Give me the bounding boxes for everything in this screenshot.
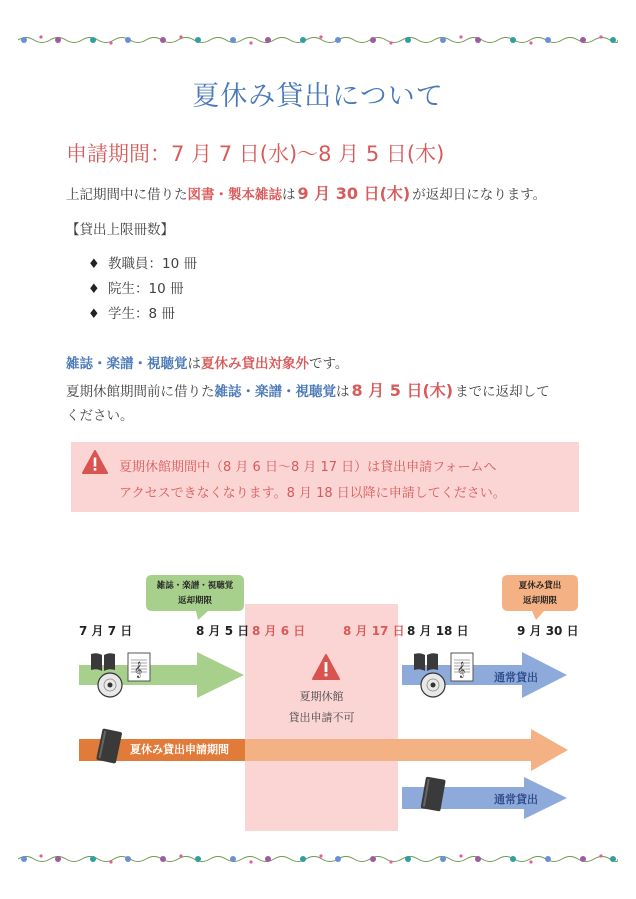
- callout-right-line1: 夏休み貸出: [518, 581, 562, 591]
- pre-closure-items: 雑誌・楽譜・視聴覚: [214, 384, 336, 400]
- closed-book-icon: [418, 774, 448, 816]
- bottom-decorative-vine: [18, 852, 618, 866]
- date-aug-17: 8 月 17 日: [343, 624, 405, 638]
- callout-left-line2: 返却期限: [177, 596, 212, 606]
- pre-closure-sentence: [66, 378, 550, 401]
- diamond-bullet-icon: ♦: [88, 282, 100, 297]
- date-aug-18: 8 月 18 日: [407, 624, 469, 638]
- date-sep-30: 9 月 30 日: [517, 624, 579, 638]
- closure-label-line2: 貸出申請不可: [288, 711, 355, 724]
- disc-icon: [420, 672, 446, 698]
- return-date-sentence: [66, 181, 546, 204]
- date-aug-6: 8 月 6 日: [252, 624, 306, 638]
- open-book-icon: [90, 652, 116, 672]
- return-sentence-particle: は: [282, 187, 296, 203]
- callout-left-line1: 雑誌・楽譜・視聴覚: [156, 581, 234, 591]
- pre-closure-continuation: ください。: [66, 408, 134, 424]
- limit-item-label: 学生：8 冊: [108, 306, 175, 322]
- limit-item-staff: [88, 252, 197, 272]
- svg-text:𝄞: 𝄞: [457, 662, 466, 678]
- excluded-label: 夏休み貸出対象外: [201, 356, 309, 372]
- date-jul-7: 7 月 7 日: [79, 624, 133, 638]
- sheet-music-icon: [450, 652, 474, 682]
- pre-closure-due-date: 8 月 5 日(木): [351, 381, 454, 400]
- blue-arrow-bottom-label: 通常貸出: [494, 793, 538, 806]
- pre-closure-particle: は: [336, 384, 350, 400]
- limit-item-label: 教職員：10 冊: [108, 256, 197, 272]
- svg-text:𝄞: 𝄞: [134, 662, 143, 678]
- exclusion-suffix: です。: [309, 356, 349, 372]
- limit-item-student: [88, 302, 175, 322]
- callout-left-text: [146, 579, 244, 609]
- alert-text-line1: 夏期休館期間中（8 月 6 日～8 月 17 日）は貸出申請フォームへ: [119, 460, 497, 475]
- sheet-music-icon: [127, 652, 151, 682]
- limit-item-label: 院生：10 冊: [108, 281, 184, 297]
- closure-label-line1: 夏期休館: [299, 690, 344, 703]
- return-sentence-prefix: 上記期間中に借りた: [66, 187, 188, 203]
- limits-heading: 【貸出上限冊数】: [66, 222, 174, 238]
- date-aug-5: 8 月 5 日: [196, 624, 250, 638]
- exclusion-particle: は: [187, 356, 201, 372]
- closure-alert-box: [71, 442, 579, 512]
- pre-closure-suffix: までに返却して: [455, 384, 550, 400]
- callout-right-line2: 返却期限: [522, 596, 557, 606]
- diamond-bullet-icon: ♦: [88, 307, 100, 322]
- callout-right-text: [502, 579, 578, 609]
- pre-closure-prefix: 夏期休館期間前に借りた: [66, 384, 215, 400]
- closure-warning-icon: [312, 654, 340, 680]
- alert-text-line2: アクセスできなくなります。8 月 18 日以降に申請してください。: [119, 486, 506, 501]
- diamond-bullet-icon: ♦: [88, 257, 100, 272]
- disc-icon: [97, 672, 123, 698]
- open-book-icon: [413, 652, 439, 672]
- return-due-date: 9 月 30 日(木): [297, 184, 411, 203]
- closed-book-icon: [94, 727, 124, 767]
- application-period: 申請期間：7 月 7 日(水)～8 月 5 日(木): [66, 142, 445, 166]
- blue-arrow-top-label: 通常貸出: [494, 671, 538, 684]
- warning-icon: [82, 450, 108, 474]
- return-sentence-suffix: が返却日になります。: [412, 187, 547, 203]
- exclusion-sentence: [66, 352, 348, 372]
- limit-item-graduate: [88, 277, 183, 297]
- page-title: 夏休み貸出について: [192, 81, 444, 112]
- return-items: 図書・製本雑誌: [187, 187, 282, 203]
- excluded-items: 雑誌・楽譜・視聴覚: [66, 356, 188, 372]
- top-decorative-vine: [18, 33, 618, 47]
- orange-arrow-label: 夏休み貸出申請期間: [130, 743, 229, 756]
